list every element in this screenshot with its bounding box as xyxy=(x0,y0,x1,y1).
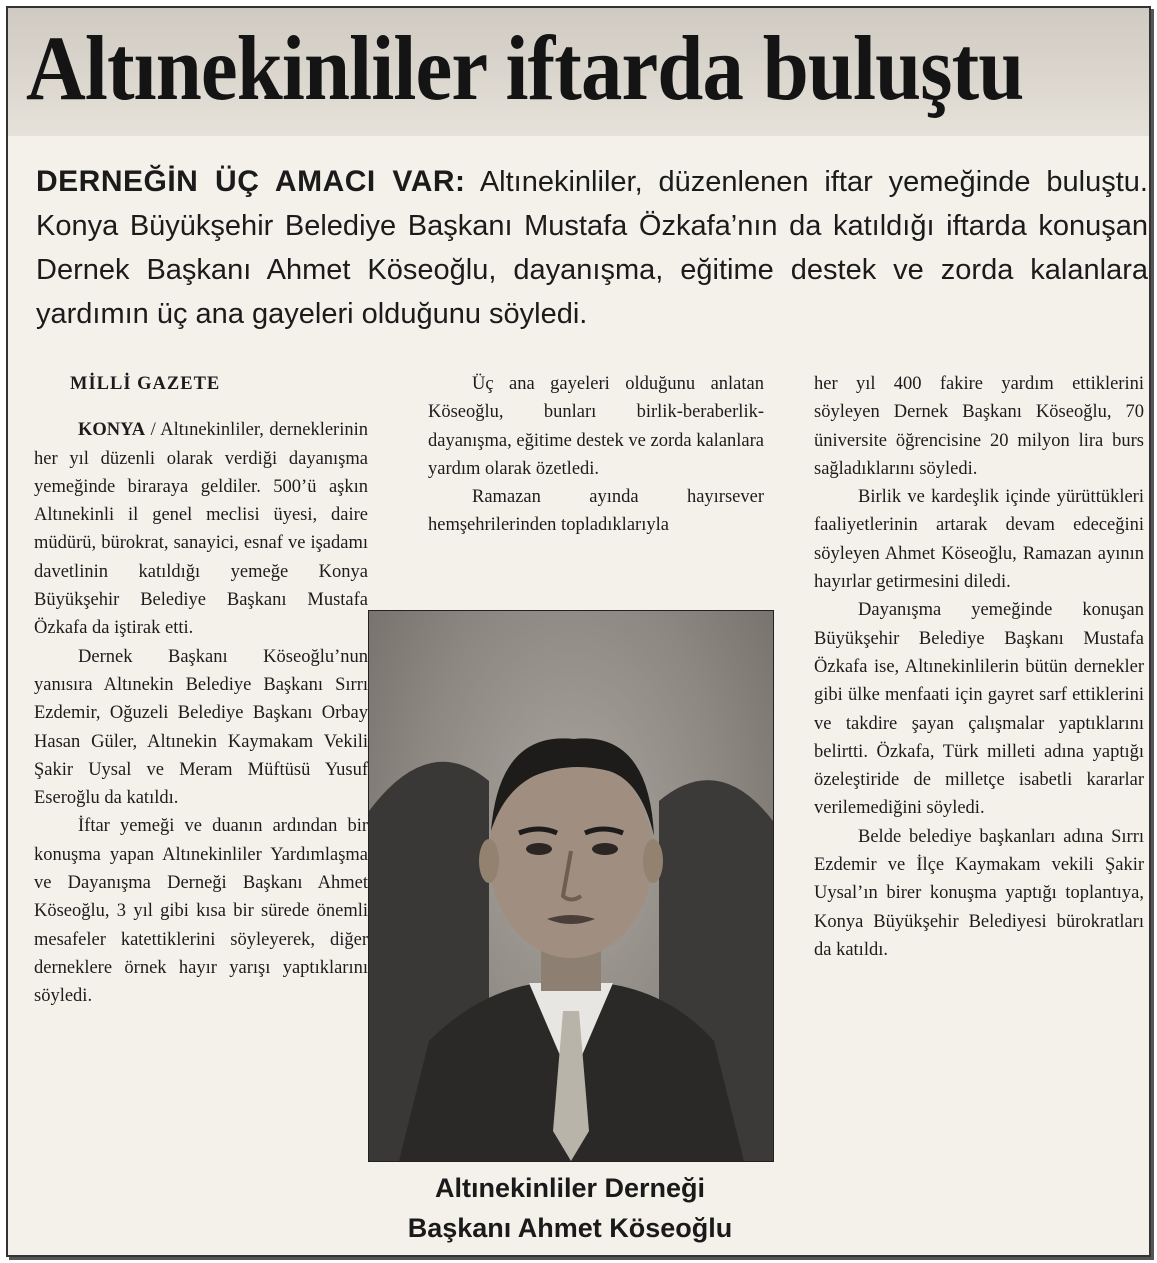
col3-paragraph-3: Dayanışma yemeğinde konuşan Büyükşehir Belediye Başkanı Mustafa Özkafa ise, Altınekinlilerin bütün dernekler gibi ülke menfaati için gayret sarf ettiklerini ve takdire şayan çalışmalar yaptıklarını belirtti. Özkafa, Türk milleti adına yaptığı özeleştiride de milletçe isabetli kararlar verilemediğini söyledi. xyxy=(814,600,1144,819)
col3-paragraph-1: her yıl 400 fakire yardım ettiklerini söyleyen Dernek Başkanı Köseoğlu, 70 üniversite öğrencisine 20 milyon lira burs sağladıklarını söyledi. xyxy=(814,374,1144,479)
photo-caption xyxy=(368,1168,772,1248)
portrait-illustration xyxy=(369,611,773,1161)
headline: Altınekinliler iftarda buluştu xyxy=(26,17,1024,119)
lede-paragraph xyxy=(36,160,1148,336)
newspaper-clipping xyxy=(6,6,1151,1257)
portrait-photo xyxy=(368,610,774,1162)
headline-band xyxy=(8,8,1149,136)
col2-paragraph-1: Üç ana gayeleri olduğunu anlatan Köseoğlu, bunları birlik-beraberlik-dayanışma, eğitime destek ve zorda kalanlara yardım olarak özetledi. xyxy=(428,374,764,479)
col3-paragraph-4: Belde belediye başkanları adına Sırrı Ezdemir ve İlçe Kaymakam vekili Şakir Uysal’ın birer konuşma yaptığı toplantıya, Konya Büyükşehir Belediyesi bürokratları da katıldı. xyxy=(814,826,1144,960)
caption-line-1: Altınekinliler Derneği xyxy=(434,1173,706,1203)
col1-paragraph-1 xyxy=(34,416,368,642)
source-label: MİLLİ GAZETE xyxy=(70,374,221,394)
col1-paragraph-3: İftar yemeği ve duanın ardından bir konuşma yapan Altınekinliler Yardımlaşma ve Dayanışma Derneği Başkanı Ahmet Köseoğlu, 3 yıl gibi kısa bir sürede önemli mesafeler katettiklerini söyleyerek, diğer derneklere örnek hayır yarışı yaptıklarını söyledi. xyxy=(34,816,368,1007)
lede-kicker: DERNEĞİN ÜÇ AMACI VAR: xyxy=(36,165,466,198)
caption-line-2: Başkanı Ahmet Köseoğlu xyxy=(407,1213,733,1243)
col1-p1-text: / Altınekinliler, derneklerinin her yıl düzenli olarak verdiği dayanışma yemeğinde biraraya geldiler. 500’ü aşkın Altınekinli il genel meclisi üyesi, daire müdürü, bürokrat, sanayici, esnaf ve işadamı davetlinin katıldığı yemeğe Konya Büyükşehir Belediye Başkanı Mustafa Özkafa da iştirak etti. xyxy=(34,420,368,639)
col2-paragraph-2: Ramazan ayında hayırsever hemşehrilerinden topladıklarıyla xyxy=(428,487,764,536)
col3-paragraph-2: Birlik ve kardeşlik içinde yürüttükleri faaliyetlerinin artarak devam edeceğini söyleyen Ahmet Köseoğlu, Ramazan ayının hayırlar getirmesini diledi. xyxy=(814,487,1144,593)
column-1 xyxy=(34,370,368,1011)
col1-paragraph-2: Dernek Başkanı Köseoğlu’nun yanısıra Altınekin Belediye Başkanı Sırrı Ezdemir, Oğuzeli Belediye Başkanı Orbay Hasan Güler, Altınekin Kaymakam Vekili Şakir Uysal ve Meram Müftüsü Yusuf Eseroğlu da katıldı. xyxy=(34,646,368,809)
dateline-city: KONYA xyxy=(78,420,146,441)
column-2 xyxy=(428,370,764,540)
column-3 xyxy=(814,370,1144,964)
lede-text: Altınekinliler, düzenlenen iftar yemeğinde buluştu. Konya Büyükşehir Belediye Başkanı Mustafa Özkafa’nın da katıldığı iftarda konuşan Dernek Başkanı Ahmet Köseoğlu, dayanışma, eğitime destek ve zorda kalanlara yardımın üç ana gayeleri olduğunu söyledi. xyxy=(36,166,1148,330)
